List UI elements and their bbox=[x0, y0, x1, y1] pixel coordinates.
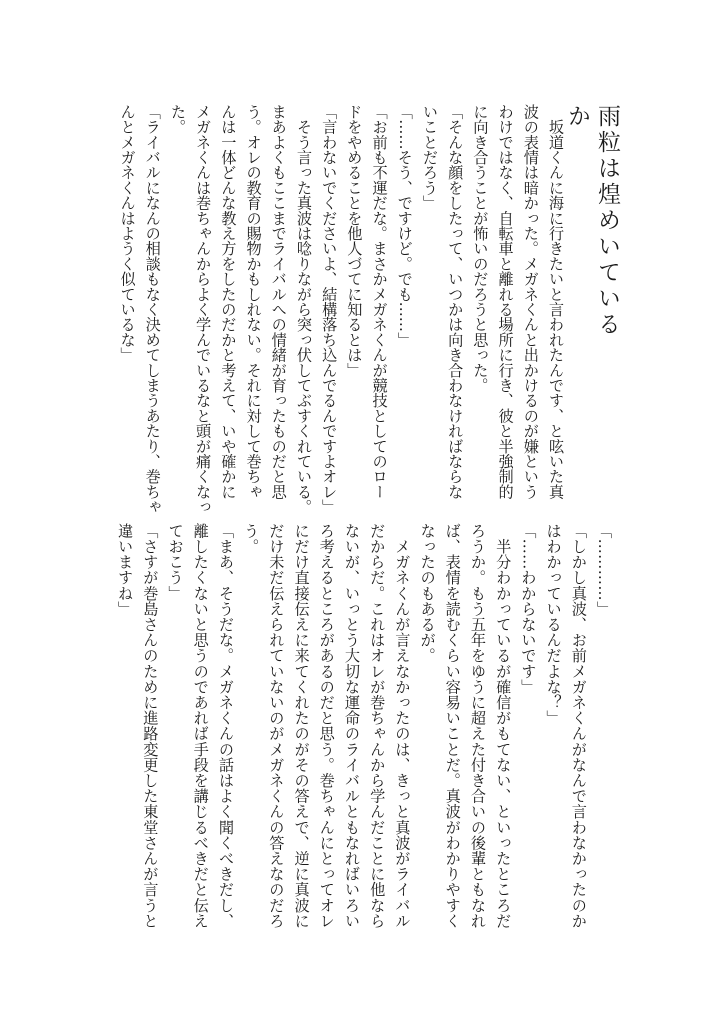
text-column: 「まあ、そうだな。メガネくんの話はよく聞くべきだし、 bbox=[216, 523, 235, 929]
text-column: 「しかし真波、お前メガネくんがなんで言わなかったのか bbox=[569, 523, 588, 929]
text-column: いことだろう」 bbox=[420, 104, 439, 211]
text-column: う。オレの教育の賜物かもしれない。それに対して巻ちゃ bbox=[244, 104, 263, 500]
text-column: 「そんな顔をしたって、いつかは向き合わなければならな bbox=[446, 104, 465, 500]
text-column: 違いますね」 bbox=[116, 523, 135, 617]
text-column: メガネくんは巻ちゃんからよく学んでいるなと頭が痛くなっ bbox=[194, 104, 213, 515]
text-column: メガネくんが言えなかったのは、きっと真波がライバル bbox=[393, 523, 412, 929]
text-block-lower bbox=[112, 523, 616, 943]
text-column: 坂道くんに海に行きたいと言われたんです、と呟いた真 bbox=[547, 104, 565, 500]
text-column: まあよくもここまでライバルへの情緒が育ったものだと思 bbox=[269, 104, 288, 500]
text-column: 「さすが巻島さんのために進路変更した東堂さんが言うと bbox=[141, 523, 160, 929]
text-column: わけではなく、自転車と離れる場所に行き、彼と半強制的 bbox=[496, 104, 515, 500]
text-column: ろうか。もう五年をゆうに超えた付き合いの後輩ともなれ bbox=[468, 523, 487, 929]
story-title: 雨粒は煌めいているか bbox=[564, 104, 620, 338]
text-column: ないが、いっとう大切な運命のライバルともなればいろい bbox=[342, 523, 361, 929]
text-column: 半分わかっているが確信がもてない、といったところだ bbox=[494, 523, 513, 929]
text-column: 離したくないと思うのであれば手段を講じるべきだと伝え bbox=[191, 523, 210, 929]
text-column: 「…………」 bbox=[595, 523, 613, 617]
text-column: 「……そう、ですけど。でも……」 bbox=[395, 104, 414, 348]
text-column: だけ未だ伝えられていないのがメガネくんの答えなのだろ bbox=[267, 523, 286, 929]
text-column: ドをやめることを他人づてに知るとは」 bbox=[345, 104, 364, 378]
text-column: 「お前も不運だな。まさかメガネくんが競技としてのロー bbox=[370, 104, 389, 500]
text-column: んは一体どんな教え方をしたのだかと考えて、いや確かに bbox=[219, 104, 238, 500]
text-column: た。 bbox=[168, 104, 187, 135]
text-column: 「ライバルになんの相談もなく決めてしまうあたり、巻ちゃ bbox=[143, 104, 162, 515]
text-column: なったのもあるが。 bbox=[418, 523, 437, 664]
text-column: ておこう」 bbox=[166, 523, 185, 601]
text-column: んとメガネくんはようく似ているな」 bbox=[118, 104, 137, 363]
text-column: ば、表情を読むくらい容易いことだ。真波がわかりやすく bbox=[443, 523, 462, 929]
text-column: にだけ直接伝えに来てくれたのがその答えで、逆に真波に bbox=[292, 523, 311, 929]
text-column: だからだ。これはオレが巻ちゃんから学んだことに他なら bbox=[368, 523, 387, 929]
text-column: う。 bbox=[242, 523, 261, 555]
text-column: 「……わからないです」 bbox=[519, 523, 538, 695]
text-column: 波の表情は暗かった。メガネくんと出かけるのが嫌という bbox=[521, 104, 540, 500]
text-column: はわかっているんだよな？」 bbox=[544, 523, 563, 726]
text-block-upper bbox=[114, 104, 568, 515]
text-column: そう言った真波は唸りながら突っ伏してぶすくれている。 bbox=[294, 104, 313, 515]
text-column: ろ考えるところがあるのだと思う。巻ちゃんにとってオレ bbox=[317, 523, 336, 929]
text-column: 「言わないでくださいよ、結構落ち込んでるんですよオレ」 bbox=[320, 104, 339, 515]
text-column: に向き合うことが怖いのだろうと思った。 bbox=[471, 104, 490, 393]
